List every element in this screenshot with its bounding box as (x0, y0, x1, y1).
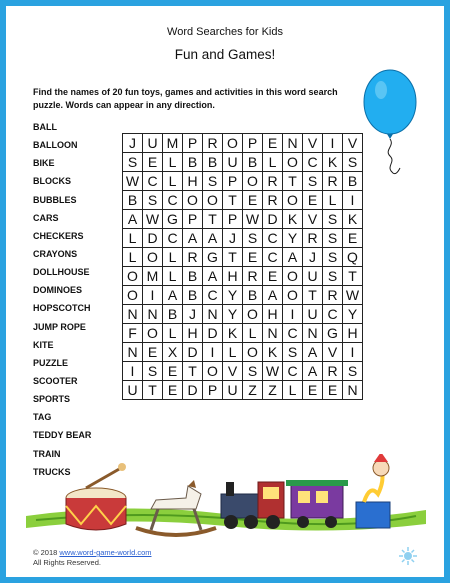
grid-cell[interactable]: W (343, 286, 363, 305)
grid-cell[interactable]: N (343, 381, 363, 400)
grid-cell[interactable]: C (263, 248, 283, 267)
grid-cell[interactable]: L (243, 324, 263, 343)
rocking-horse-icon (136, 480, 216, 535)
grid-cell[interactable]: B (183, 153, 203, 172)
grid-cell[interactable]: F (123, 324, 143, 343)
word-list-item: TRUCKS (33, 466, 71, 477)
grid-cell[interactable]: R (263, 191, 283, 210)
grid-cell[interactable]: U (303, 267, 323, 286)
grid-cell[interactable]: S (143, 191, 163, 210)
word-list-item: BUBBLES (33, 194, 77, 205)
grid-cell[interactable]: B (163, 305, 183, 324)
grid-cell[interactable]: T (143, 381, 163, 400)
word-list-item: TRAIN (33, 448, 61, 459)
train-engine-icon (221, 482, 284, 529)
grid-cell[interactable]: Z (243, 381, 263, 400)
grid-cell[interactable]: R (303, 229, 323, 248)
grid-cell[interactable]: E (143, 153, 163, 172)
grid-cell[interactable]: B (123, 191, 143, 210)
grid-cell[interactable]: A (303, 343, 323, 362)
grid-cell[interactable]: V (303, 210, 323, 229)
word-list-item: BLOCKS (33, 176, 71, 187)
grid-cell[interactable]: O (203, 362, 223, 381)
word-list-item: TAG (33, 412, 52, 423)
grid-cell[interactable]: K (323, 153, 343, 172)
grid-cell[interactable]: L (163, 172, 183, 191)
grid-cell[interactable]: O (183, 191, 203, 210)
grid-cell[interactable]: A (163, 286, 183, 305)
grid-row (123, 248, 363, 267)
grid-cell[interactable]: P (183, 210, 203, 229)
word-list-item: HOPSCOTCH (33, 303, 91, 314)
grid-cell[interactable]: A (203, 267, 223, 286)
grid-cell[interactable]: I (343, 343, 363, 362)
grid-cell[interactable]: E (323, 381, 343, 400)
grid-row (123, 229, 363, 248)
grid-cell[interactable]: Y (343, 305, 363, 324)
grid-cell[interactable]: V (323, 343, 343, 362)
grid-cell[interactable]: O (283, 191, 303, 210)
grid-cell[interactable]: Y (223, 286, 243, 305)
grid-cell[interactable]: O (203, 191, 223, 210)
grid-cell[interactable]: G (323, 324, 343, 343)
grid-cell[interactable]: S (283, 343, 303, 362)
grid-cell[interactable]: C (263, 229, 283, 248)
grid-cell[interactable]: L (123, 229, 143, 248)
grid-cell[interactable]: H (343, 324, 363, 343)
grid-cell[interactable]: C (283, 362, 303, 381)
grid-cell[interactable]: V (223, 362, 243, 381)
jack-in-the-box-icon (356, 454, 390, 528)
grid-cell[interactable]: P (223, 172, 243, 191)
grid-cell[interactable]: W (243, 210, 263, 229)
grid-cell[interactable]: S (323, 210, 343, 229)
grid-row (123, 343, 363, 362)
grid-cell[interactable]: E (243, 248, 263, 267)
grid-cell[interactable]: A (283, 248, 303, 267)
grid-cell[interactable]: G (163, 210, 183, 229)
grid-cell[interactable]: L (163, 267, 183, 286)
grid-cell[interactable]: K (223, 324, 243, 343)
grid-cell[interactable]: J (183, 305, 203, 324)
grid-cell[interactable]: O (283, 286, 303, 305)
grid-cell[interactable]: I (143, 286, 163, 305)
grid-cell[interactable]: E (243, 191, 263, 210)
grid-cell[interactable]: T (223, 191, 243, 210)
grid-cell[interactable]: V (303, 134, 323, 153)
word-list-item: DOMINOES (33, 285, 83, 296)
grid-cell[interactable]: S (323, 229, 343, 248)
grid-cell[interactable]: B (203, 153, 223, 172)
grid-cell[interactable]: O (123, 267, 143, 286)
grid-cell[interactable]: Y (283, 229, 303, 248)
grid-cell[interactable]: B (343, 172, 363, 191)
grid-cell[interactable]: O (123, 286, 143, 305)
grid-cell[interactable]: T (183, 362, 203, 381)
balloon-icon (362, 68, 422, 178)
grid-cell[interactable]: O (243, 172, 263, 191)
grid-cell[interactable]: H (223, 267, 243, 286)
grid-cell[interactable]: E (263, 134, 283, 153)
grid-cell[interactable]: H (183, 324, 203, 343)
grid-cell[interactable]: I (283, 305, 303, 324)
grid-cell[interactable]: O (223, 134, 243, 153)
word-list (33, 118, 91, 481)
word-list-item: SPORTS (33, 394, 71, 405)
grid-cell[interactable]: V (343, 134, 363, 153)
word-list-item: CARS (33, 212, 59, 223)
grid-cell[interactable]: U (223, 381, 243, 400)
word-list-item: TEDDY BEAR (33, 430, 92, 441)
grid-cell[interactable]: C (283, 324, 303, 343)
grid-cell[interactable]: S (203, 172, 223, 191)
grid-cell[interactable]: M (163, 134, 183, 153)
grid-cell[interactable]: C (203, 286, 223, 305)
grid-cell[interactable]: O (143, 324, 163, 343)
word-list-item: BALLOON (33, 140, 78, 151)
grid-cell[interactable]: B (243, 286, 263, 305)
grid-row (123, 191, 363, 210)
grid-cell[interactable]: I (123, 362, 143, 381)
grid-cell[interactable]: E (263, 267, 283, 286)
grid-cell[interactable]: L (163, 248, 183, 267)
grid-cell[interactable]: N (283, 134, 303, 153)
word-list-item: BIKE (33, 158, 55, 169)
website-link[interactable]: www.word-game-world.com (59, 548, 152, 557)
grid-cell[interactable]: C (163, 229, 183, 248)
grid-cell[interactable]: I (203, 343, 223, 362)
grid-cell[interactable]: C (163, 191, 183, 210)
grid-cell[interactable]: A (263, 286, 283, 305)
grid-row (123, 210, 363, 229)
grid-cell[interactable]: U (143, 134, 163, 153)
grid-cell[interactable]: S (303, 172, 323, 191)
grid-cell[interactable]: H (263, 305, 283, 324)
grid-cell[interactable]: D (263, 210, 283, 229)
grid-cell[interactable]: E (343, 229, 363, 248)
page-subtitle: Word Searches for Kids (167, 26, 283, 38)
grid-cell[interactable]: D (203, 324, 223, 343)
word-list-item: CHECKERS (33, 230, 84, 241)
grid-cell[interactable]: K (343, 210, 363, 229)
grid-row (123, 286, 363, 305)
grid-cell[interactable]: M (143, 267, 163, 286)
instructions-text: Find the names of 20 fun toys, games and activities in this word search puzzle. Words can appear in any direction. (33, 87, 338, 110)
grid-cell[interactable]: S (343, 153, 363, 172)
word-list-item: DOLLHOUSE (33, 267, 90, 278)
grid-row (123, 134, 363, 153)
grid-row (123, 305, 363, 324)
grid-row (123, 362, 363, 381)
grid-cell[interactable]: S (343, 362, 363, 381)
grid-row (123, 267, 363, 286)
grid-cell[interactable]: L (163, 324, 183, 343)
copyright (33, 548, 152, 568)
grid-cell[interactable]: K (283, 210, 303, 229)
grid-cell[interactable]: W (263, 362, 283, 381)
grid-cell[interactable]: G (203, 248, 223, 267)
grid-cell[interactable]: B (243, 153, 263, 172)
grid-cell[interactable]: N (203, 305, 223, 324)
grid-cell[interactable]: S (323, 248, 343, 267)
site-logo-icon (399, 547, 417, 565)
page-title: Fun and Games! (174, 47, 276, 62)
grid-cell[interactable]: U (303, 305, 323, 324)
grid-cell[interactable]: O (243, 343, 263, 362)
grid-cell[interactable]: S (323, 267, 343, 286)
grid-cell[interactable]: W (143, 210, 163, 229)
grid-cell[interactable]: T (343, 267, 363, 286)
grid-cell[interactable]: L (223, 343, 243, 362)
grid-cell[interactable]: O (283, 153, 303, 172)
grid-cell[interactable]: O (243, 305, 263, 324)
grid-cell[interactable]: R (243, 267, 263, 286)
grid-cell[interactable]: R (263, 172, 283, 191)
word-list-item: SCOOTER (33, 375, 78, 386)
grid-cell[interactable]: J (123, 134, 143, 153)
grid-cell[interactable]: R (323, 172, 343, 191)
grid-cell[interactable]: B (183, 267, 203, 286)
grid-cell[interactable]: T (303, 286, 323, 305)
toys-illustration (26, 454, 426, 549)
grid-cell[interactable]: C (323, 305, 343, 324)
grid-cell[interactable]: A (123, 210, 143, 229)
grid-cell[interactable]: L (163, 153, 183, 172)
word-list-item: CRAYONS (33, 248, 78, 259)
grid-cell[interactable]: L (263, 153, 283, 172)
grid-cell[interactable]: X (163, 343, 183, 362)
grid-cell[interactable]: R (203, 134, 223, 153)
grid-cell[interactable]: A (203, 229, 223, 248)
grid-cell[interactable]: L (323, 191, 343, 210)
grid-cell[interactable]: T (203, 210, 223, 229)
grid-cell[interactable]: O (283, 267, 303, 286)
grid-cell[interactable]: L (123, 248, 143, 267)
grid-cell[interactable]: Q (343, 248, 363, 267)
grid-cell[interactable]: E (303, 381, 323, 400)
grid-cell[interactable]: P (243, 134, 263, 153)
grid-cell[interactable]: E (143, 343, 163, 362)
grid-cell[interactable]: D (143, 229, 163, 248)
grid-cell[interactable]: N (303, 324, 323, 343)
copyright-year: © 2018 (33, 548, 58, 557)
grid-cell[interactable]: E (163, 381, 183, 400)
grid-cell[interactable]: I (323, 134, 343, 153)
grid-cell[interactable]: D (183, 381, 203, 400)
grid-cell[interactable]: B (183, 286, 203, 305)
grid-row (123, 324, 363, 343)
grid-cell[interactable]: C (303, 153, 323, 172)
grid-cell[interactable]: N (143, 305, 163, 324)
grid-cell[interactable]: J (223, 229, 243, 248)
grid-cell[interactable]: R (183, 248, 203, 267)
grid-cell[interactable]: N (123, 305, 143, 324)
grid-cell[interactable]: T (283, 172, 303, 191)
rights-text: All Rights Reserved. (33, 558, 101, 567)
word-list-item: BALL (33, 122, 57, 132)
grid-cell[interactable]: T (223, 248, 243, 267)
grid-cell[interactable]: U (223, 153, 243, 172)
word-list-item: JUMP ROPE (33, 321, 86, 332)
grid-cell[interactable]: H (183, 172, 203, 191)
grid-row (123, 381, 363, 400)
grid-cell[interactable]: Z (263, 381, 283, 400)
grid-cell[interactable]: Y (223, 305, 243, 324)
grid-cell[interactable]: K (263, 343, 283, 362)
word-list-item: KITE (33, 339, 54, 350)
grid-cell[interactable]: S (243, 229, 263, 248)
grid-cell[interactable]: J (303, 248, 323, 267)
grid-cell[interactable]: A (183, 229, 203, 248)
grid-cell[interactable]: D (183, 343, 203, 362)
grid-cell[interactable]: I (343, 191, 363, 210)
grid-cell[interactable]: L (283, 381, 303, 400)
grid-cell[interactable]: U (123, 381, 143, 400)
grid-cell[interactable]: W (123, 172, 143, 191)
grid-cell[interactable]: E (163, 362, 183, 381)
letter-grid (122, 133, 363, 400)
grid-cell[interactable]: O (143, 248, 163, 267)
grid-cell[interactable]: R (323, 362, 343, 381)
grid-row (123, 172, 363, 191)
grid-cell[interactable]: S (243, 362, 263, 381)
grid-cell[interactable]: S (123, 153, 143, 172)
drum-icon (66, 463, 126, 530)
grid-cell[interactable]: P (223, 210, 243, 229)
grid-cell[interactable]: C (143, 172, 163, 191)
grid-cell[interactable]: N (123, 343, 143, 362)
grid-cell[interactable]: N (263, 324, 283, 343)
grid-cell[interactable]: S (143, 362, 163, 381)
word-list-item: PUZZLE (33, 357, 68, 368)
grid-cell[interactable]: R (323, 286, 343, 305)
grid-cell[interactable]: E (303, 191, 323, 210)
grid-cell[interactable]: P (183, 134, 203, 153)
grid-row (123, 153, 363, 172)
grid-cell[interactable]: A (303, 362, 323, 381)
grid-cell[interactable]: P (203, 381, 223, 400)
